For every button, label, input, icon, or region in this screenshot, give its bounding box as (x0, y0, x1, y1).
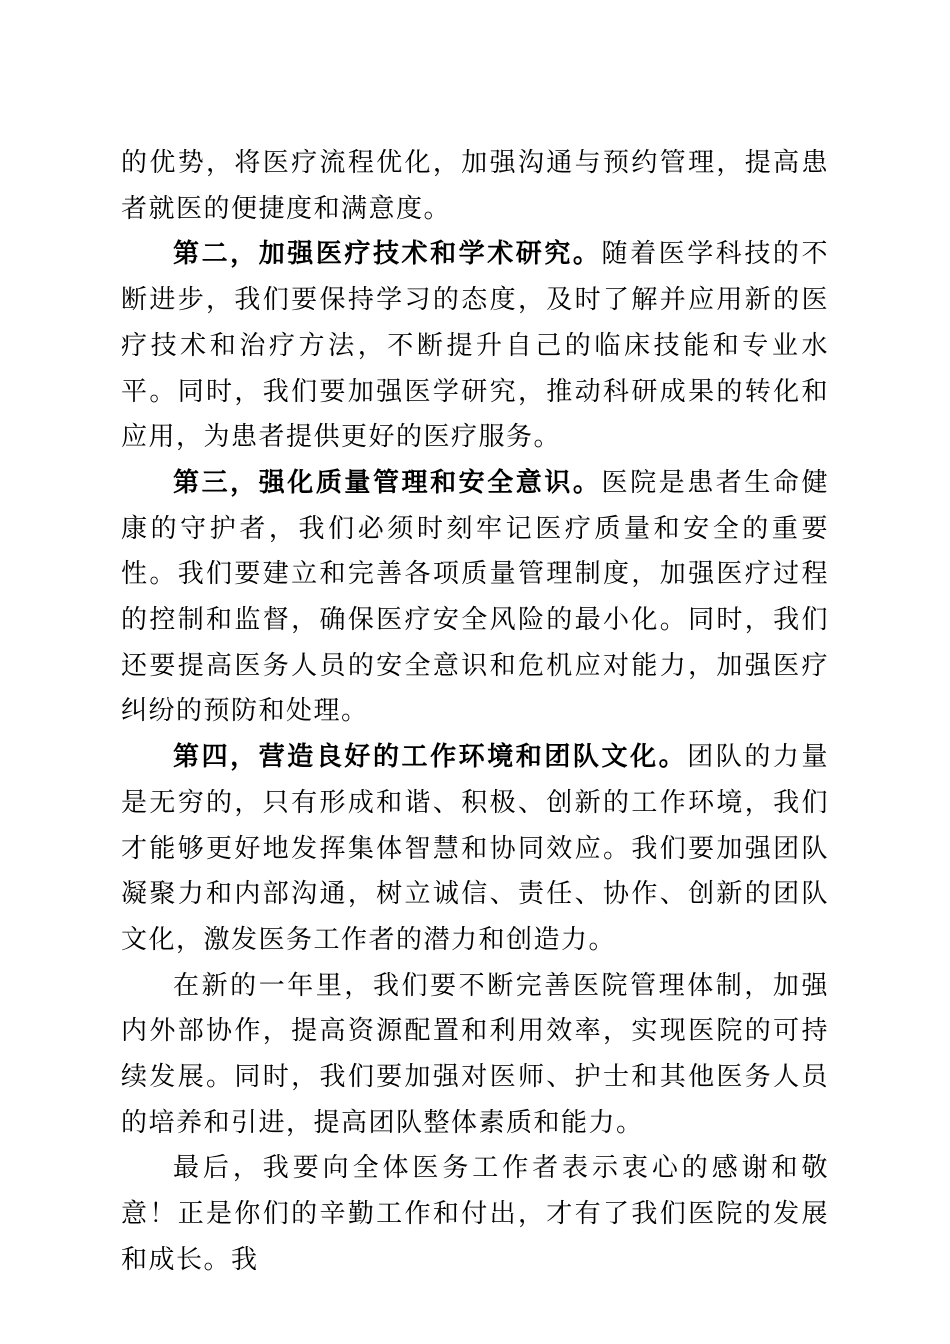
paragraph-point-four (121, 735, 829, 964)
paragraph-lead: 第四，营造良好的工作环境和团队文化。 (173, 742, 688, 773)
paragraph-text: 最后，我要向全体医务工作者表示衷心的感谢和敬意！正是你们的辛勤工作和付出，才有了我们医院的发展和成长。我 (121, 1153, 829, 1275)
paragraph-closing-thanks (121, 1146, 829, 1283)
paragraph-point-two (121, 232, 829, 461)
paragraph-text: 团队的力量是无穷的，只有形成和谐、积极、创新的工作环境，我们才能够更好地发挥集体智慧和协同效应。我们要加强团队凝聚力和内部沟通，树立诚信、责任、协作、创新的团队文化，激发医务工作者的潜力和创造力。 (121, 742, 829, 955)
paragraph-lead: 第三，强化质量管理和安全意识。 (173, 467, 602, 498)
paragraph-lead: 第二，加强医疗技术和学术研究。 (173, 239, 602, 270)
paragraph-text: 的优势，将医疗流程优化，加强沟通与预约管理，提高患者就医的便捷度和满意度。 (121, 148, 829, 224)
paragraph-text: 随着医学科技的不断进步，我们要保持学习的态度，及时了解并应用新的医疗技术和治疗方法，不断提升自己的临床技能和专业水平。同时，我们要加强医学研究，推动科研成果的转化和应用，为患者提供更好的医疗服务。 (121, 239, 829, 453)
paragraph-text: 在新的一年里，我们要不断完善医院管理体制，加强内外部协作，提高资源配置和利用效率，实现医院的可持续发展。同时，我们要加强对医师、护士和其他医务人员的培养和引进，提高团队整体素质和能力。 (121, 970, 829, 1138)
paragraph-text: 医院是患者生命健康的守护者，我们必须时刻牢记医疗质量和安全的重要性。我们要建立和完善各项质量管理制度，加强医疗过程的控制和监督，确保医疗安全风险的最小化。同时，我们还要提高医务人员的安全意识和危机应对能力，加强医疗纠纷的预防和处理。 (121, 467, 829, 727)
paragraph-new-year (121, 964, 829, 1147)
paragraph-continued-from-previous-page (121, 141, 829, 232)
document-body (121, 141, 829, 1284)
paragraph-point-three (121, 461, 829, 735)
